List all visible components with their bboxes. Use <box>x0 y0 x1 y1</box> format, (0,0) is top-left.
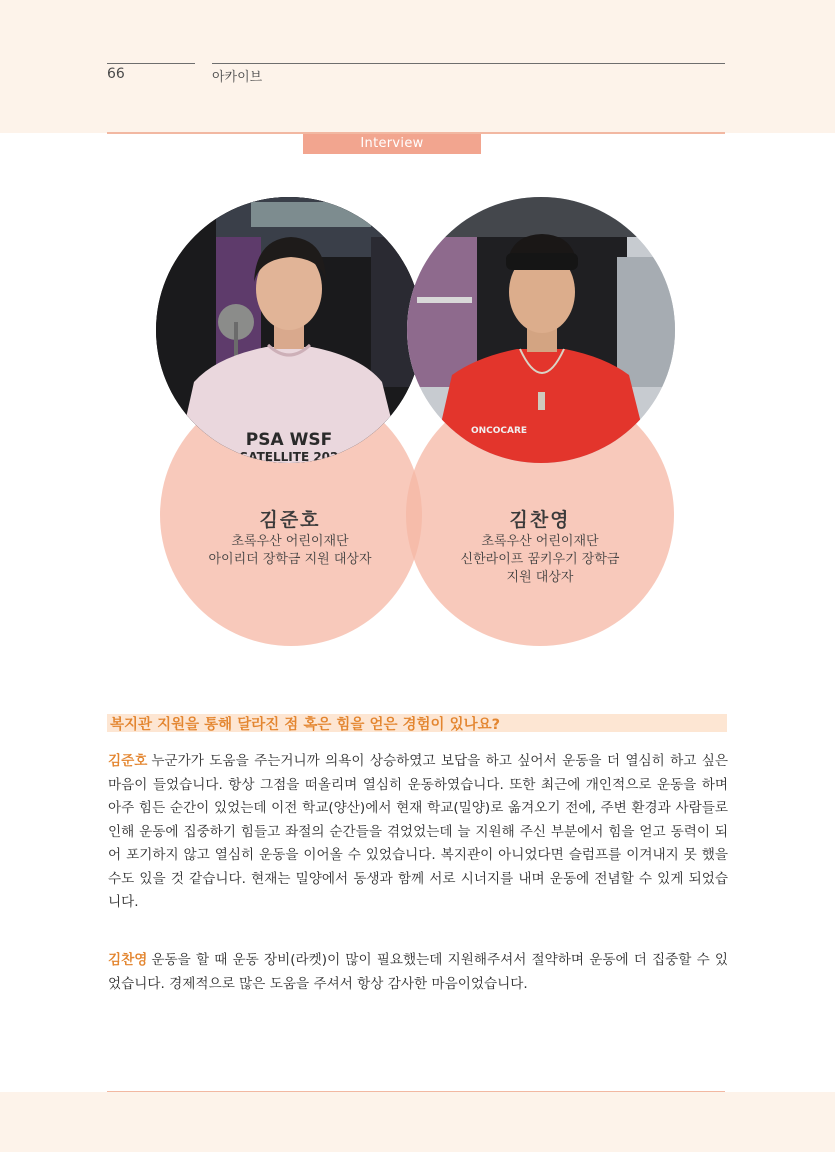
page-number: 66 <box>107 66 125 82</box>
answer-paragraph-1 <box>108 750 728 915</box>
answer-speaker-2: 김찬영 <box>108 952 148 968</box>
bottom-footer-band <box>0 1092 835 1152</box>
shirt-text-left-1: PSA WSF <box>245 430 333 450</box>
person-org-right: 초록우산 어린이재단 <box>481 534 599 549</box>
section-title-rule <box>212 63 725 64</box>
interview-question: 복지관 지원을 통해 달라진 점 혹은 힘을 얻은 경험이 있나요? <box>110 717 501 733</box>
shirt-text-right: ONCOCARE <box>470 426 528 436</box>
page-number-rule <box>107 63 195 64</box>
answer-text-1: 누군가가 도움을 주는거니까 의욕이 상승하였고 보답을 하고 싶어서 운동을 더 열심히 하고 싶은 마음이 들었습니다. 항상 그점을 떠올리며 열심히 운동하였습니다. 또한 최근에 개인적으로 운동을 하며 아주 힘든 순간이 있었는데 이전 학교(양산)에서 현재 학교(밀양)로 옮겨오기 전에, 주변 환경과 사람들로 인해 운동에 집중하기 힘들고 좌절의 순간들을 겪었었는데 늘 지원해 주신 부분에서 힘을 얻고 동력이 되어 포기하지 않고 열심히 운동을 이어올 수 있었습니다. 복지관이 아니었다면 슬럼프를 이겨내지 못 했을 수도 있을 것 같습니다. 현재는 밀양에서 동생과 함께 서로 시너지를 내며 운동에 전념할 수 있게 되었습니다. <box>108 753 728 910</box>
person-role-right-line2: 지원 대상자 <box>506 570 574 585</box>
person-name-left: 김준호 <box>259 509 321 531</box>
shirt-text-left-2: SATELLITE 202 <box>239 450 339 463</box>
person-org-left: 초록우산 어린이재단 <box>231 534 349 549</box>
answer-speaker-1: 김준호 <box>108 753 148 769</box>
answer-paragraph-2 <box>108 949 728 996</box>
portrait-photo-right <box>407 197 675 463</box>
answer-text-2: 운동을 할 때 운동 장비(라켓)이 많이 필요했는데 지원해주셔서 절약하며 운동에 더 집중할 수 있었습니다. 경제적으로 많은 도움을 주셔서 항상 감사한 마음이었습니다. <box>108 952 728 992</box>
top-header-band <box>0 0 835 133</box>
portrait-photo-left <box>156 197 422 463</box>
person-role-left: 아이리더 장학금 지원 대상자 <box>208 552 372 567</box>
section-title: 아카이브 <box>212 70 263 85</box>
person-name-right: 김찬영 <box>509 509 571 531</box>
interview-tag: Interview <box>303 134 481 154</box>
person-role-right-line1: 신한라이프 꿈키우기 장학금 <box>460 552 620 567</box>
